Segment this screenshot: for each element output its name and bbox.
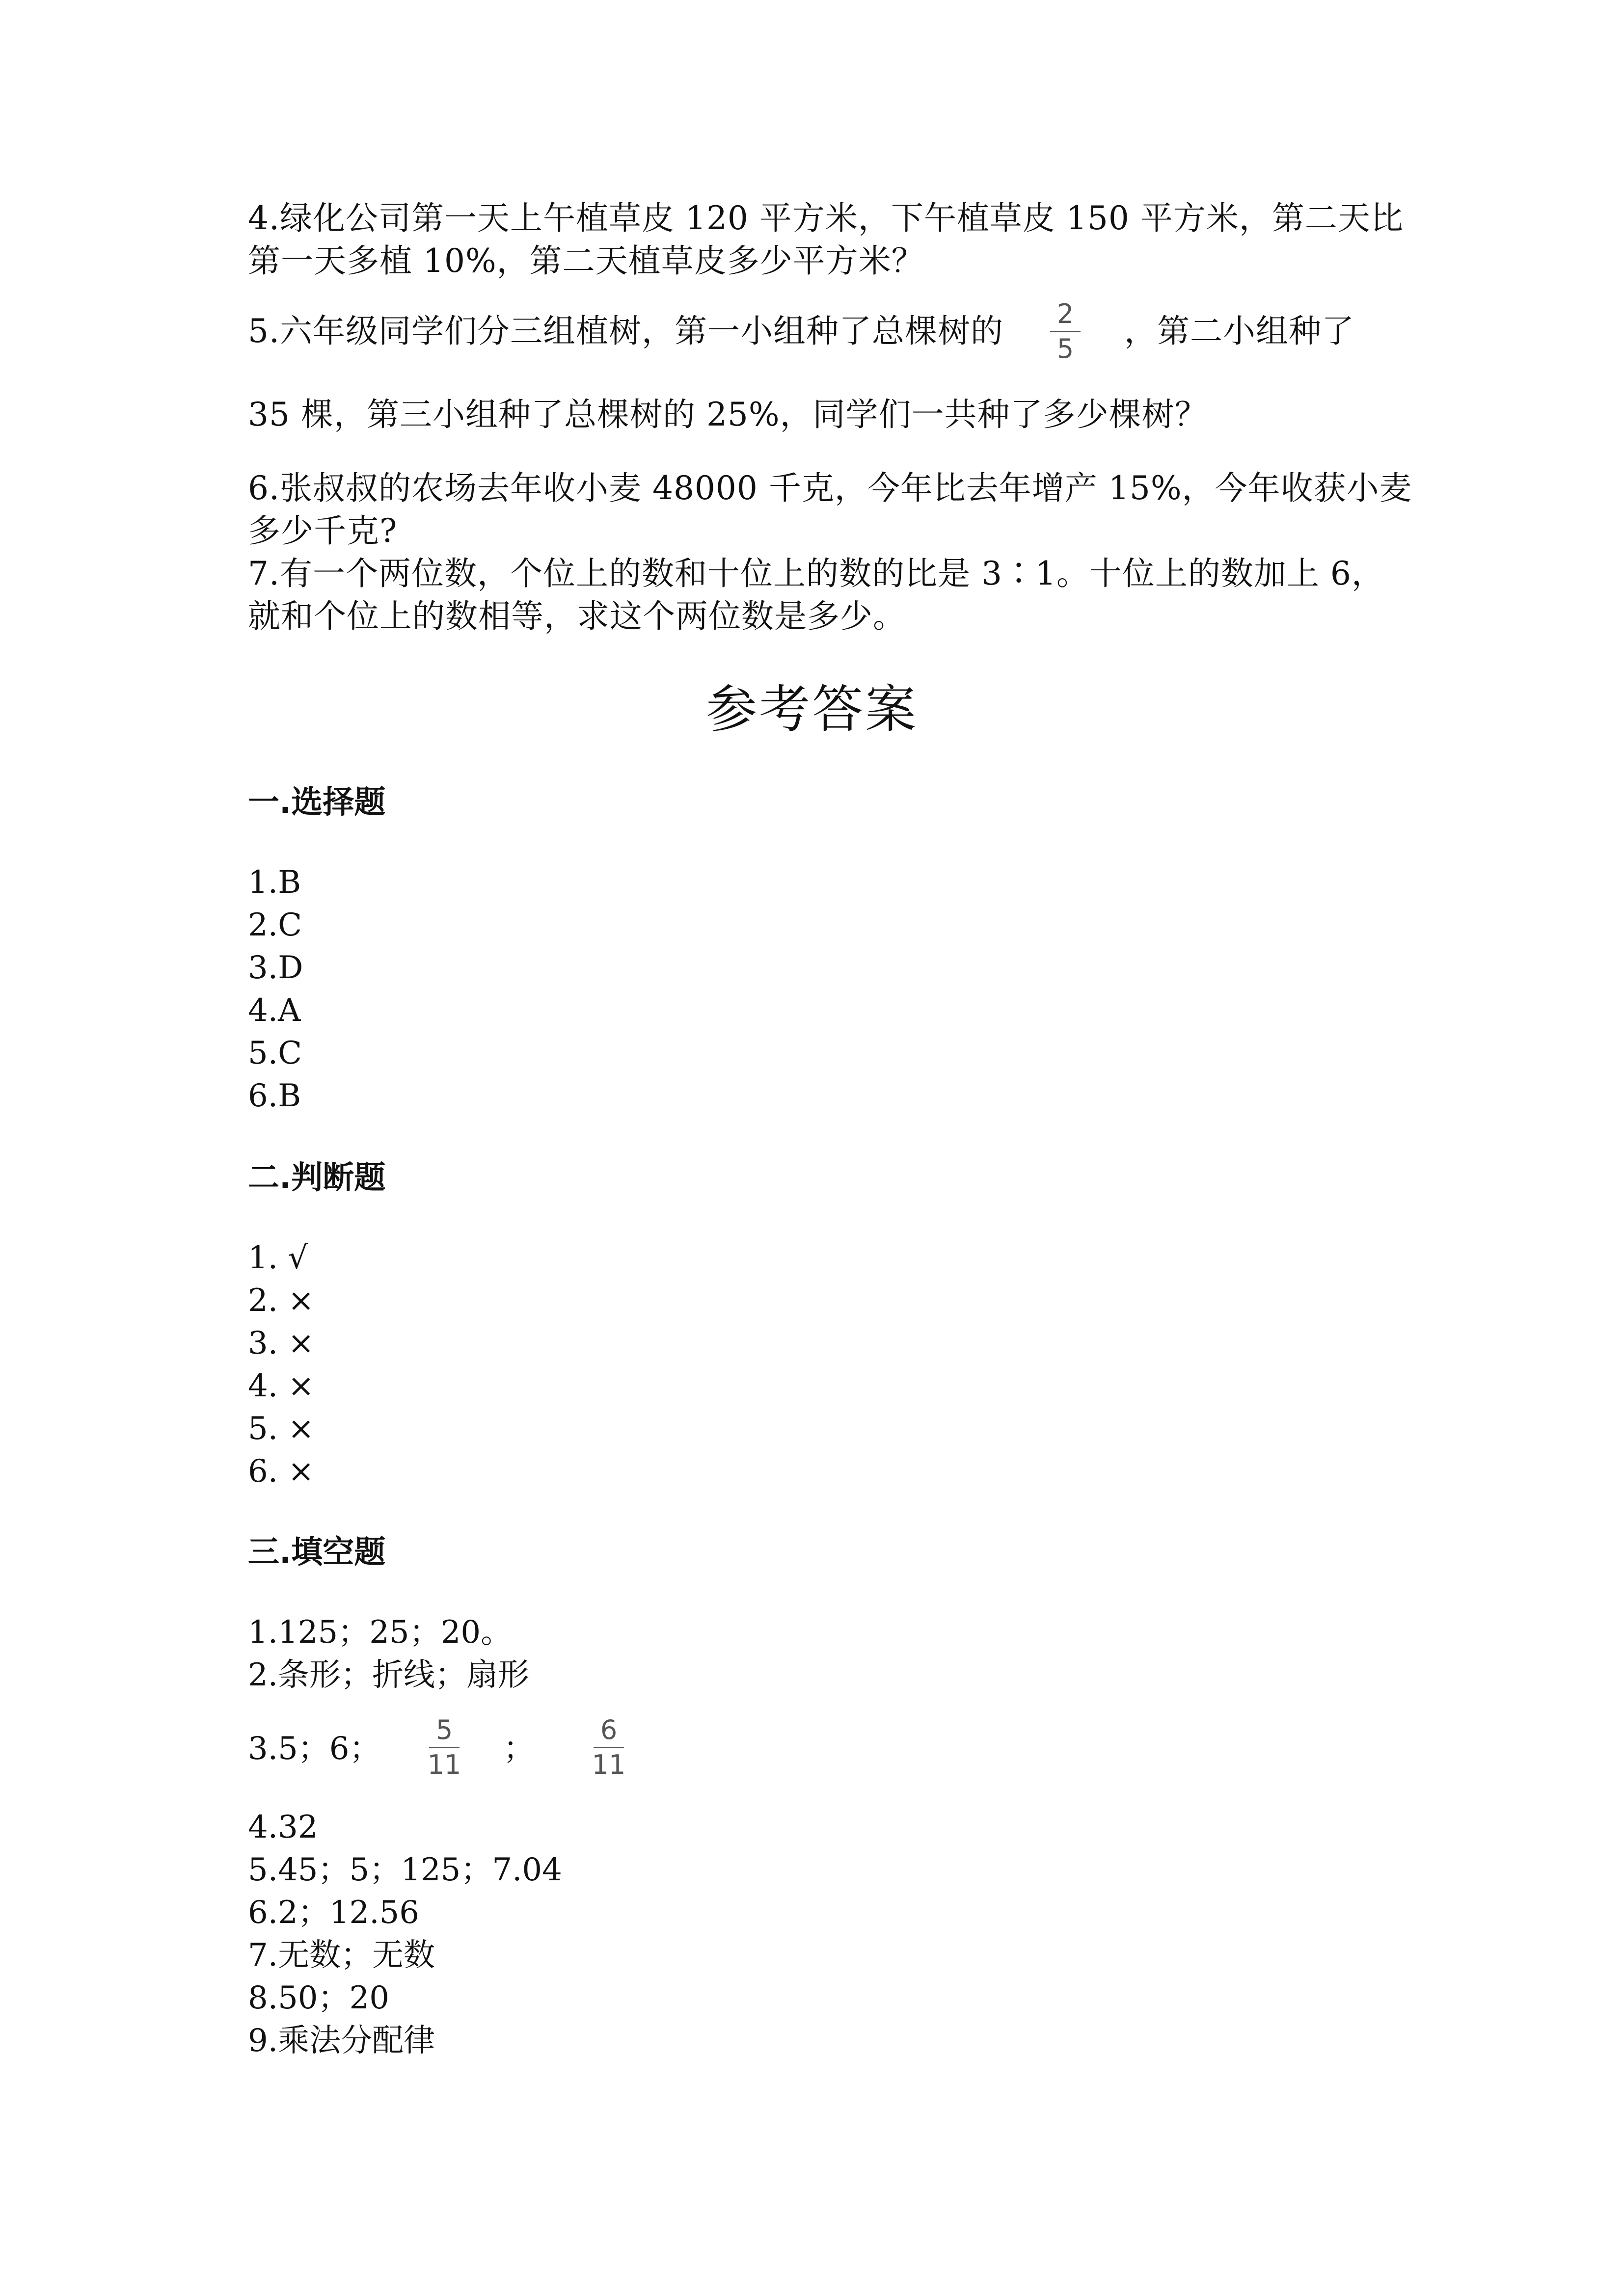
fraction-numerator: 5 [435,1714,453,1745]
section-3-answer: 4.32 [248,1809,318,1845]
fraction-bar [594,1747,624,1748]
section-1-answer: 5.C [248,1035,302,1071]
section-1-heading: 一.选择题 [248,784,386,821]
section-2-heading: 二.判断题 [248,1160,386,1196]
section-3-answer: 5.45；5；125；7.04 [248,1852,562,1888]
section-2-answer: 2. × [248,1282,315,1319]
section-2-answer: 6. × [248,1453,315,1490]
problem-7-line-1: 7.有一个两位数，个位上的数和十位上的数的比是 3∶1。十位上的数加上 6， [248,555,1384,592]
section-2-answer: 5. × [248,1411,315,1447]
section-2-answer: 3. × [248,1325,315,1362]
section-1-answer: 6.B [248,1078,301,1114]
section-3-answer: 2.条形；折线；扇形 [248,1657,530,1693]
problem-6-line-1: 6.张叔叔的农场去年收小麦 48000 千克，今年比去年增产 15%，今年收获小麦 [248,469,1412,507]
problem-5-line-1-start: 5.六年级同学们分三组植树，第一小组种了总棵树的 [248,312,1003,350]
fraction-denominator: 11 [592,1749,626,1780]
section-3-answer-3-prefix: 3.5；6； [248,1731,381,1767]
problem-4-line-2: 第一天多植 10%，第二天植草皮多少平方米？ [248,242,924,280]
section-1-answer: 4.A [248,992,301,1029]
answers-title: 参考答案 [705,679,918,739]
section-3-answer-3-fraction-1 [422,1715,466,1780]
section-3-answer: 7.无数；无数 [248,1937,435,1974]
section-1-answer: 2.C [248,907,302,943]
section-3-heading: 三.填空题 [248,1534,386,1571]
problem-5-line-2: 35 棵，第三小组种了总棵树的 25%，同学们一共种了多少棵树？ [248,396,1208,433]
fraction-bar [429,1747,460,1748]
problem-5-line-1-end: ，第二小组种了 [1124,312,1354,350]
section-3-answer-3-separator: ； [503,1731,535,1767]
fraction-numerator: 2 [1056,298,1074,329]
problem-6-line-2: 多少千克? [248,512,398,550]
section-2-answer: 4. × [248,1368,315,1404]
section-3-answer: 1.125；25；20。 [248,1614,513,1651]
fraction-numerator: 6 [600,1714,618,1745]
section-3-answer: 6.2；12.56 [248,1895,419,1931]
section-3-answer: 9.乘法分配律 [248,2023,435,2059]
fraction-bar [1050,331,1081,332]
problem-7-line-2: 就和个位上的数相等，求这个两位数是多少。 [248,597,906,635]
section-3-answer: 8.50；20 [248,1980,389,2016]
problem-4-line-1: 4.绿化公司第一天上午植草皮 120 平方米，下午植草皮 150 平方米，第二天比 [248,199,1404,237]
section-1-answer: 3.D [248,950,303,986]
fraction-denominator: 11 [427,1749,461,1780]
section-2-answer: 1. √ [248,1240,308,1276]
fraction-denominator: 5 [1056,333,1074,364]
section-1-answer: 1.B [248,864,301,901]
section-3-answer-3-fraction-2 [587,1715,631,1780]
problem-5-fraction [1043,299,1087,364]
